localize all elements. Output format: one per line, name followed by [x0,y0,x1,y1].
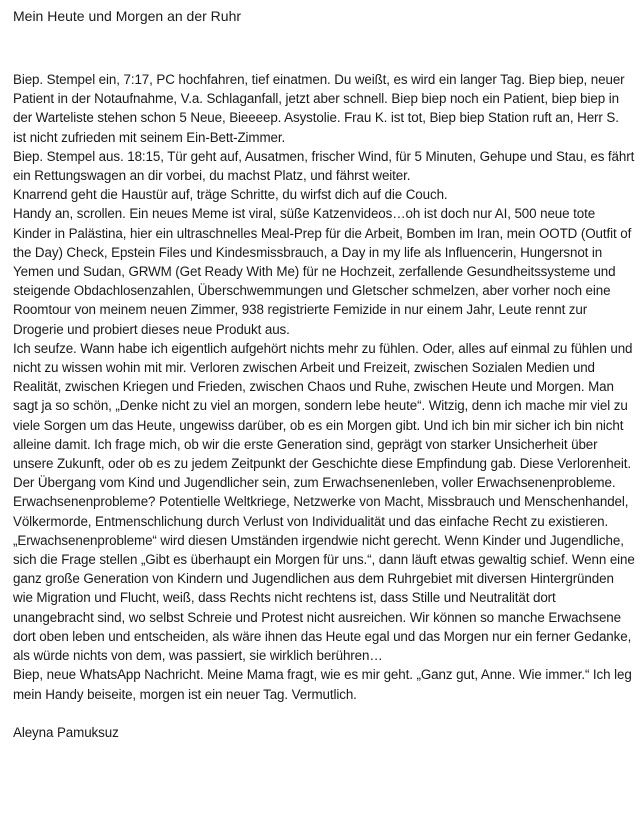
blank-line [13,704,635,723]
paragraph-shift-end: Biep. Stempel aus. 18:15, Tür geht auf, Ausatmen, frischer Wind, für 5 Minuten, Gehupe und Stau, es fährt ein Rettungswagen an dir vorbei, du machst Platz, und fährst weiter. [13,148,635,184]
document-page [13,0,635,742]
paragraph-coming-home: Knarrend geht die Haustür auf, träge Schritte, du wirfst dich auf die Couch. [13,187,448,203]
document-body [13,70,635,742]
paragraph-whatsapp: Biep, neue WhatsApp Nachricht. Meine Mama fragt, wie es mir geht. „Ganz gut, Anne. Wie immer.“ Ich leg mein Handy beiseite, morgen ist ein neuer Tag. Vermutlich. [13,667,632,702]
paragraph-shift-start: Biep. Stempel ein, 7:17, PC hochfahren, tief einatmen. Du weißt, es wird ein langer Tag. Biep biep, neuer Patient in der Notaufnahme, V.a. Schlaganfall, jetzt aber schnell. Biep biep noch ein Patient, biep biep in der Warteliste stehen schon 5 Neue, Bieeeep. Asystolie. Frau K. ist tot, Biep biep Station ruft an, Herr S. ist nicht zufrieden mit seinem Ein-Bett-Zimmer. [13,72,625,145]
paragraph-reflection: Ich seufze. Wann habe ich eigentlich aufgehört nichts mehr zu fühlen. Oder, alles auf einmal zu fühlen und nicht zu wissen wohin mit mir. Verloren zwischen Arbeit und Freizeit, zwischen Sozialen Medien und Realität, zwischen Kriegen und Frieden, zwischen Chaos und Ruhe, zwischen Heute und Morgen. Man sagt ja so schön, „Denke nicht zu viel an morgen, sondern lebe heute“. Witzig, denn ich mache mir viel zu viele Sorgen um das Heute, ungewiss darüber, ob es ein Morgen gibt. Und ich bin mir sicher ich bin nicht alleine damit. Ich frage mich, ob wir die erste Generation sind, geprägt von starker Unsicherheit über unsere Zukunft, oder ob es zu jedem Zeitpunkt der Geschichte diese Empfindung gab. Diese Verlorenheit. Der Übergang vom Kind und Jugendlicher sein, zum Erwachsenenleben, voller Erwachsenenprobleme. Erwachsenenprobleme? Potentielle Weltkriege, Netzwerke von Macht, Missbrauch und Menschenhandel, Völkermorde, Entmenschlichung durch Verlust von Individualität und das einfache Recht zu existieren. „Erwachsenenprobleme“ wird diesen Umständen irgendwie nicht gerecht. Wenn Kinder und Jugendliche, sich die Frage stellen „Gibt es überhaupt ein Morgen für uns.“, dann läuft etwas gewaltig schief. Wenn eine ganz große Generation von Kindern und Jugendlichen aus dem Ruhrgebiet mit diversen Hintergründen wie Migration und Flucht, weiß, dass Rechts nicht rechtens ist, dass Stille und Neutralität dort unangebracht sind, wo selbst Schreie und Protest nicht ausreichen. Wir können so manche Erwachsene dort oben leben und entscheiden, als wäre ihnen das Heute egal und das Morgen nur ein ferner Gedanke, als würde nichts von dem, was passiert, sie wirklich berühren… [13,340,635,664]
paragraph-scrolling: Handy an, scrollen. Ein neues Meme ist viral, süße Katzenvideos…oh ist doch nur AI, 500 neue tote Kinder in Palästina, hier ein ultraschnelles Meal-Prep für die Arbeit, Bomben im Iran, mein OOTD (Outfit of the Day) Check, Epstein Files und Kindesmissbrauch, a Day in my life als Influencerin, Hungersnot in Yemen und Sudan, GRWM (Get Ready With Me) für ne Hochzeit, zerfallende Gesundheitssysteme und steigende Obdachlosenzahlen, Überschwemmungen und Gletscher schmelzen, aber vorher noch eine Roomtour von meinem neuen Zimmer, 938 registrierte Femizide in nur einem Jahr, Leute rennt zur Drogerie und probiert dieses neue Produkt aus. [13,206,632,337]
document-title: Mein Heute und Morgen an der Ruhr [13,8,242,24]
author-name: Aleyna Pamuksuz [13,724,119,740]
